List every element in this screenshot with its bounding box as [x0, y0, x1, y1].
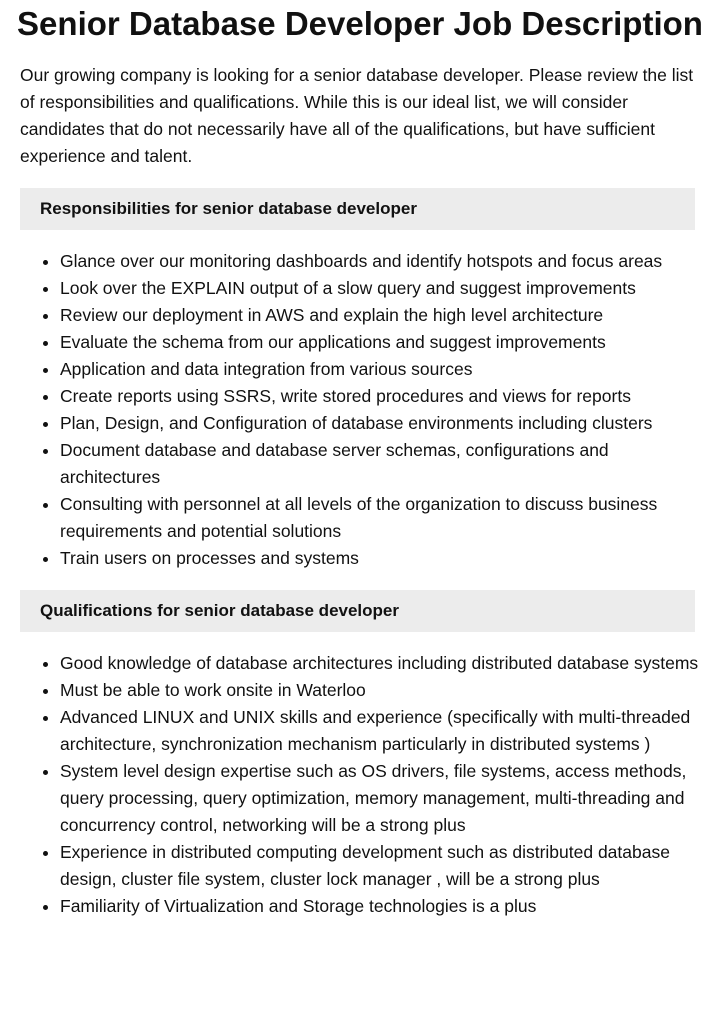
list-item: • Advanced LINUX and UNIX skills and experience (specifically with multi-threaded architecture, synchronization mechanism particularly in distributed systems )	[60, 704, 700, 758]
list-item: • Good knowledge of database architectures including distributed database systems	[60, 650, 700, 677]
list-item: • Consulting with personnel at all levels of the organization to discuss business requirements and potential solutions	[60, 491, 700, 545]
responsibilities-list	[20, 248, 700, 572]
list-item: • Evaluate the schema from our applications and suggest improvements	[60, 329, 700, 356]
list-item: • Glance over our monitoring dashboards and identify hotspots and focus areas	[60, 248, 700, 275]
list-item: • Review our deployment in AWS and explain the high level architecture	[60, 302, 700, 329]
qualifications-heading: Qualifications for senior database developer	[20, 590, 695, 632]
list-item: • Train users on processes and systems	[60, 545, 700, 572]
list-item: • Experience in distributed computing development such as distributed database design, cluster file system, cluster lock manager , will be a strong plus	[60, 839, 700, 893]
list-item: • Document database and database server schemas, configurations and architectures	[60, 437, 700, 491]
list-item: • Application and data integration from various sources	[60, 356, 700, 383]
list-item: • Create reports using SSRS, write stored procedures and views for reports	[60, 383, 700, 410]
list-item: • Plan, Design, and Configuration of database environments including clusters	[60, 410, 700, 437]
list-item: • Look over the EXPLAIN output of a slow query and suggest improvements	[60, 275, 700, 302]
list-item: • Familiarity of Virtualization and Storage technologies is a plus	[60, 893, 700, 920]
page-title: Senior Database Developer Job Description	[17, 5, 703, 42]
list-item: • Must be able to work onsite in Waterloo	[60, 677, 700, 704]
intro-paragraph: Our growing company is looking for a senior database developer. Please review the list of responsibilities and qualifications. While this is our ideal list, we will consider candidates that do not necessarily have all of the qualifications, but have sufficient experience and talent.	[20, 65, 694, 166]
qualifications-list	[20, 650, 700, 920]
list-item: • System level design expertise such as OS drivers, file systems, access methods, query processing, query optimization, memory management, multi-threading and concurrency control, networking will be a strong plus	[60, 758, 700, 839]
responsibilities-heading: Responsibilities for senior database developer	[20, 188, 695, 230]
